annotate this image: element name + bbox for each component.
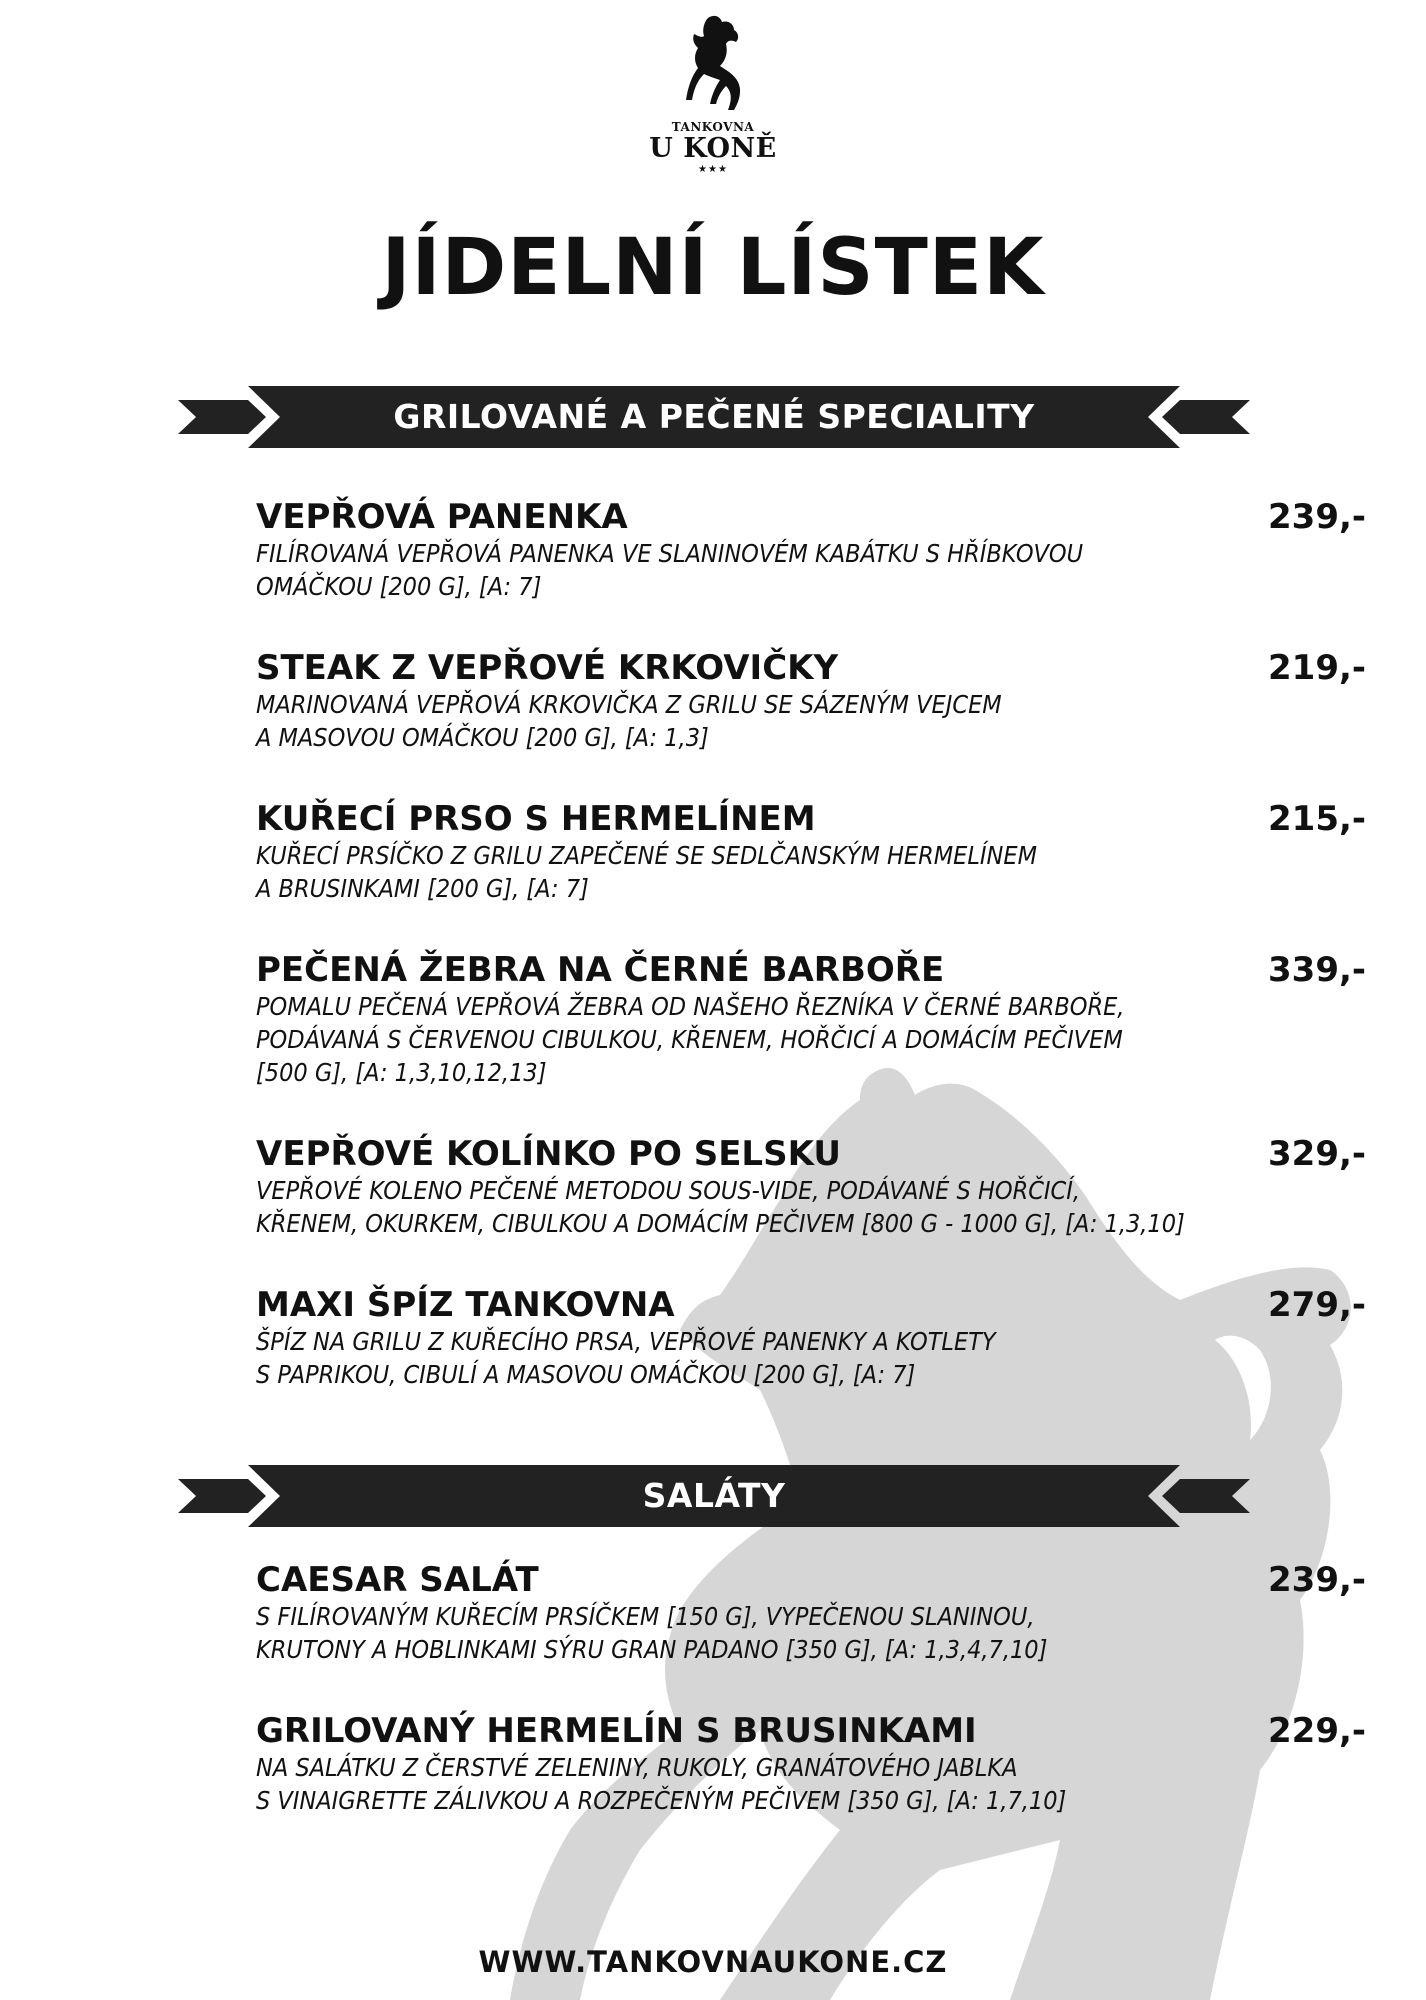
page-title: JÍDELNÍ LÍSTEK — [381, 223, 1045, 313]
item-description: MARINOVANÁ VEPŘOVÁ KRKOVIČKA Z GRILU SE SÁZENÝM VEJCEM A MASOVOU OMÁČKOU [200 G], [A: 1,3] — [256, 690, 1002, 752]
item-price: 329,- — [1268, 1134, 1366, 1174]
item-price: 339,- — [1268, 950, 1366, 990]
logo-title: U KONĚ — [649, 133, 777, 164]
item-name: PEČENÁ ŽEBRA NA ČERNÉ BARBOŘE — [256, 950, 945, 990]
item-price: 239,- — [1268, 1560, 1366, 1600]
menu-item — [256, 1285, 1366, 1391]
item-name: VEPŘOVÁ PANENKA — [256, 497, 628, 537]
item-description: VEPŘOVÉ KOLENO PEČENÉ METODOU SOUS-VIDE, PODÁVANÉ S HOŘČICÍ, KŘENEM, OKURKEM, CIBULKOU A DOMÁCÍM PEČIVEM [800 G - 1000 G], [A: 1,3,10] — [256, 1176, 1185, 1238]
item-price: 279,- — [1268, 1285, 1366, 1325]
item-name: MAXI ŠPÍZ TANKOVNA — [256, 1285, 675, 1325]
section-banner-grill — [178, 386, 1250, 448]
logo-subtitle: TANKOVNA — [671, 120, 755, 134]
item-description: ŠPÍZ NA GRILU Z KUŘECÍHO PRSA, VEPŘOVÉ PANENKY A KOTLETY S PAPRIKOU, CIBULÍ A MASOVOU OMÁČKOU [200 G], [A: 7] — [256, 1327, 996, 1389]
item-name: STEAK Z VEPŘOVÉ KRKOVIČKY — [256, 648, 839, 688]
logo — [633, 14, 793, 176]
item-price: 219,- — [1268, 648, 1366, 688]
section-banner-salads — [178, 1465, 1250, 1527]
item-price: 215,- — [1268, 799, 1366, 839]
menu-item — [256, 1134, 1366, 1240]
item-name: VEPŘOVÉ KOLÍNKO PO SELSKU — [256, 1134, 841, 1174]
section-title: SALÁTY — [642, 1476, 786, 1515]
website-link[interactable]: WWW.TANKOVNAUKONE.CZ — [478, 1945, 948, 1979]
menu-item — [256, 1711, 1366, 1817]
item-description: S FILÍROVANÝM KUŘECÍM PRSÍČKEM [150 G], VYPEČENOU SLANINOU, KRUTONY A HOBLINKAMI SÝRU GRAN PADANO [350 G], [A: 1,3,4,7,10] — [256, 1602, 1048, 1664]
menu-item — [256, 497, 1366, 603]
menu-item — [256, 950, 1366, 1089]
section-title: GRILOVANÉ A PEČENÉ SPECIALITY — [393, 397, 1035, 436]
item-price: 239,- — [1268, 497, 1366, 537]
logo-stars: ★★★ — [698, 164, 728, 175]
item-name: KUŘECÍ PRSO S HERMELÍNEM — [256, 799, 816, 839]
item-description: KUŘECÍ PRSÍČKO Z GRILU ZAPEČENÉ SE SEDLČANSKÝM HERMELÍNEM A BRUSINKAMI [200 G], [A: 7] — [256, 841, 1037, 903]
item-name: CAESAR SALÁT — [256, 1560, 539, 1600]
menu-item — [256, 648, 1366, 754]
menu-item — [256, 1560, 1366, 1666]
menu-item — [256, 799, 1366, 905]
horse-logo-icon — [668, 14, 758, 114]
item-price: 229,- — [1268, 1711, 1366, 1751]
item-description: FILÍROVANÁ VEPŘOVÁ PANENKA VE SLANINOVÉM KABÁTKU S HŘÍBKOVOU OMÁČKOU [200 G], [A: 7] — [256, 539, 1084, 601]
item-description: POMALU PEČENÁ VEPŘOVÁ ŽEBRA OD NAŠEHO ŘEZNÍKA V ČERNÉ BARBOŘE, PODÁVANÁ S ČERVENOU CIBULKOU, KŘENEM, HOŘČICÍ A DOMÁCÍM PEČIVEM [500 G], [A: 1,3,10,12,13] — [256, 992, 1125, 1087]
item-name: GRILOVANÝ HERMELÍN S BRUSINKAMI — [256, 1711, 977, 1751]
item-description: NA SALÁTKU Z ČERSTVÉ ZELENINY, RUKOLY, GRANÁTOVÉHO JABLKA S VINAIGRETTE ZÁLIVKOU A ROZPEČENÝM PEČIVEM [350 G], [A: 1,7,10] — [256, 1753, 1067, 1815]
